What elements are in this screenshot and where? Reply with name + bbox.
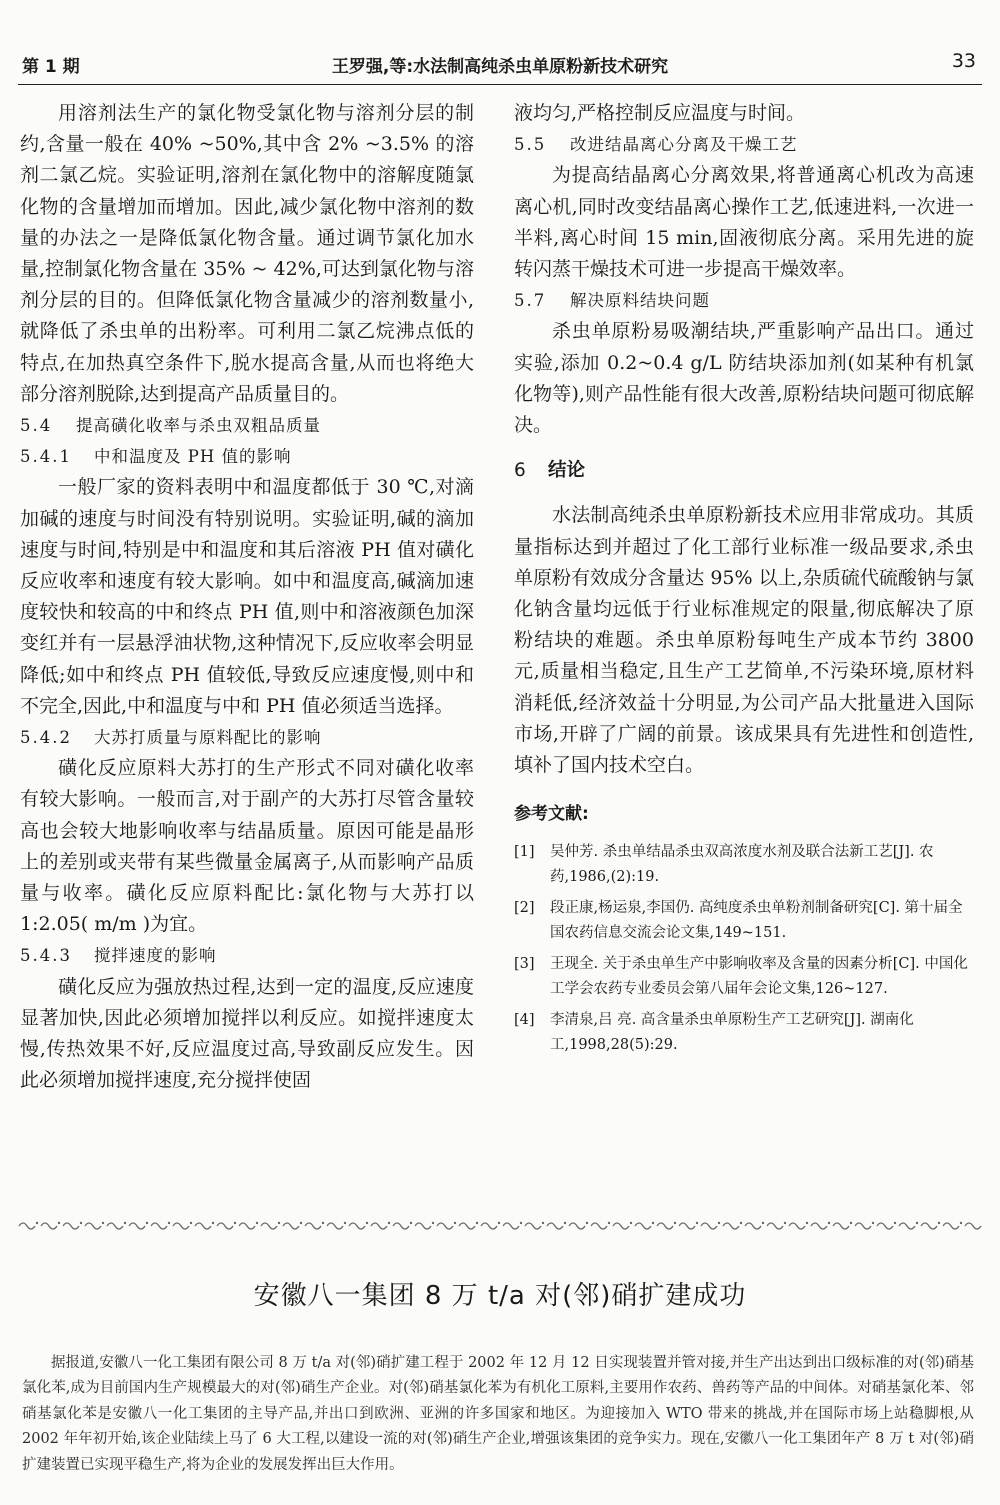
reference-number: [2] (514, 900, 535, 917)
right-column (514, 98, 974, 1064)
reference-item (514, 1008, 974, 1058)
issue-label: 第 1 期 (22, 57, 80, 77)
section-title: 解决原料结块问题 (570, 291, 710, 311)
section-heading-5-4-3 (20, 940, 474, 971)
section-number: 5.7 (514, 291, 547, 311)
paragraph: 用溶剂法生产的氯化物受氯化物与溶剂分层的制约,含量一般在 40% ~50%,其中含 2% ~3.5% 的溶剂二氯乙烷。实验证明,溶剂在氯化物中的溶解度随氯化物的含量增加而增加。因此,减少氯化物中溶剂的数量的办法之一是降低氯化物含量。通过调节氯化加水量,控制氯化物含量在 35% ~ 42%,可达到氯化物与溶剂分层的目的。但降低氯化物含量减少的溶剂数量小,就降低了杀虫单的出粉率。可利用二氯乙烷沸点低的特点,在加热真空条件下,脱水提高含量,从而也将绝大部分溶剂脱除,达到提高产品质量目的。 (20, 102, 474, 405)
paragraph: 为提高结晶离心分离效果,将普通离心机改为高速离心机,同时改变结晶离心操作工艺,低速进料,一次进一半料,离心时间 15 min,固液彻底分离。采用先进的旋转闪蒸干燥技术可进一步提高干燥效率。 (514, 164, 974, 281)
references-heading: 参考文献: (514, 804, 589, 825)
reference-number: [3] (514, 956, 535, 973)
section-heading-5-4-1 (20, 441, 474, 472)
wave-ornament-icon (18, 1218, 982, 1230)
running-header (18, 50, 982, 85)
paragraph: 一般厂家的资料表明中和温度都低于 30 ℃,对滴加碱的速度与时间没有特别说明。实验证明,碱的滴加速度与时间,特别是中和温度和其后溶液 PH 值对磺化反应收率和速度有较大影响。如中和温度高,碱滴加速度较快和较高的中和终点 PH 值,则中和溶液颜色加深变红并有一层悬浮油状物,这种情况下,反应收率会明显降低;如中和终点 PH 值较低,导致反应速度慢,则中和不完全,因此,中和温度与中和 PH 值必须适当选择。 (20, 476, 474, 717)
paragraph: 水法制高纯杀虫单原粉新技术应用非常成功。其质量指标达到并超过了化工部行业标准一级品要求,杀虫单原粉有效成分含量达 95% 以上,杂质硫代硫酸钠与氯化钠含量均远低于行业标准规定的限量,彻底解决了原粉结块的难题。杀虫单原粉每吨生产成本节约 3800 元,质量相当稳定,且生产工艺简单,不污染环境,原材料消耗低,经济效益十分明显,为公司产品大批量进入国际市场,开辟了广阔的前景。该成果具有先进性和创造性,填补了国内技术空白。 (514, 504, 974, 777)
section-title: 提高磺化收率与杀虫双粗品质量 (76, 416, 321, 436)
section-heading-5-4 (20, 410, 474, 441)
reference-item (514, 952, 974, 1002)
page-number: 33 (951, 50, 976, 72)
running-title: 王罗强,等:水法制高纯杀虫单原粉新技术研究 (331, 57, 669, 77)
paragraph: 液均匀,严格控制反应温度与时间。 (514, 102, 806, 124)
section-heading-5-7 (514, 285, 974, 316)
section-title: 搅拌速度的影响 (94, 946, 217, 966)
section-title: 大苏打质量与原料配比的影响 (94, 728, 322, 748)
paragraph: 磺化反应原料大苏打的生产形式不同对磺化收率有较大影响。一般而言,对于副产的大苏打尽管含量较高也会较大地影响收率与结晶质量。原因可能是晶形上的差别或夹带有某些微量金属离子,从而影响产品质量与收率。磺化反应原料配比:氯化物与大苏打以 1:2.05( m/m )为宜。 (20, 757, 474, 936)
reference-text: 王现全. 关于杀虫单生产中影响收率及含量的因素分析[C]. 中国化工学会农药专业委员会第八届年会论文集,126~127. (550, 956, 968, 998)
paragraph: 杀虫单原粉易吸潮结块,严重影响产品出口。通过实验,添加 0.2~0.4 g/L 防结块添加剂(如某种有机氯化物等),则产品性能有很大改善,原粉结块问题可彻底解决。 (514, 320, 974, 437)
section-title: 中和温度及 PH 值的影响 (94, 447, 292, 467)
section-heading-5-5 (514, 129, 974, 160)
section-title: 结论 (548, 460, 586, 482)
section-number: 5.4 (20, 416, 53, 436)
paragraph: 磺化反应为强放热过程,达到一定的温度,反应速度显著加快,因此必须增加搅拌以利反应。如搅拌速度太慢,传热效果不好,反应温度过高,导致副反应发生。因此必须增加搅拌速度,充分搅拌使固 (20, 975, 474, 1092)
news-title: 安徽八一集团 8 万 t/a 对(邻)硝扩建成功 (253, 1281, 747, 1311)
section-heading-5-4-2 (20, 722, 474, 753)
reference-text: 李清泉,吕 亮. 高含量杀虫单原粉生产工艺研究[J]. 湖南化工,1998,28(5):29. (550, 1012, 914, 1054)
section-heading-6 (514, 455, 974, 486)
reference-item (514, 840, 974, 890)
section-number: 5.4.2 (20, 728, 72, 748)
reference-item (514, 896, 974, 946)
decorative-divider (18, 1218, 982, 1230)
section-number: 5.4.3 (20, 946, 72, 966)
reference-number: [4] (514, 1012, 535, 1029)
section-number: 5.4.1 (20, 447, 72, 467)
left-column (20, 98, 474, 1097)
section-number: 6 (514, 460, 526, 482)
reference-number: [1] (514, 844, 535, 861)
reference-text: 吴仲芳. 杀虫单结晶杀虫双高浓度水剂及联合法新工艺[J]. 农药,1986,(2):19. (550, 844, 934, 886)
news-body: 据报道,安徽八一化工集团有限公司 8 万 t/a 对(邻)硝扩建工程于 2002 年 12 月 12 日实现装置并管对接,并生产出达到出口级标准的对(邻)硝基氯化苯,成为目前国内生产规模最大的对(邻)硝生产企业。对(邻)硝基氯化苯为有机化工原料,主要用作农药、兽药等产品的中间体。对硝基氯化苯、邻硝基氯化苯是安徽八一化工集团的主导产品,并出口到欧洲、亚洲的许多国家和地区。为迎接加入 WTO 带来的挑战,并在国际市场上站稳脚根,从 2002 年年初开始,该企业陆续上马了 6 大工程,以建设一流的对(邻)硝生产企业,增强该集团的竞争实力。现在,安徽八一化工集团年产 8 万 t 对(邻)硝扩建装置已实现平稳生产,将为企业的发展发挥出巨大作用。 (22, 1354, 974, 1473)
reference-text: 段正康,杨运泉,李国仍. 高纯度杀虫单粉剂制备研究[C]. 第十届全国农药信息交流会论文集,149~151. (550, 900, 963, 942)
section-title: 改进结晶离心分离及干燥工艺 (570, 135, 798, 155)
section-number: 5.5 (514, 135, 547, 155)
